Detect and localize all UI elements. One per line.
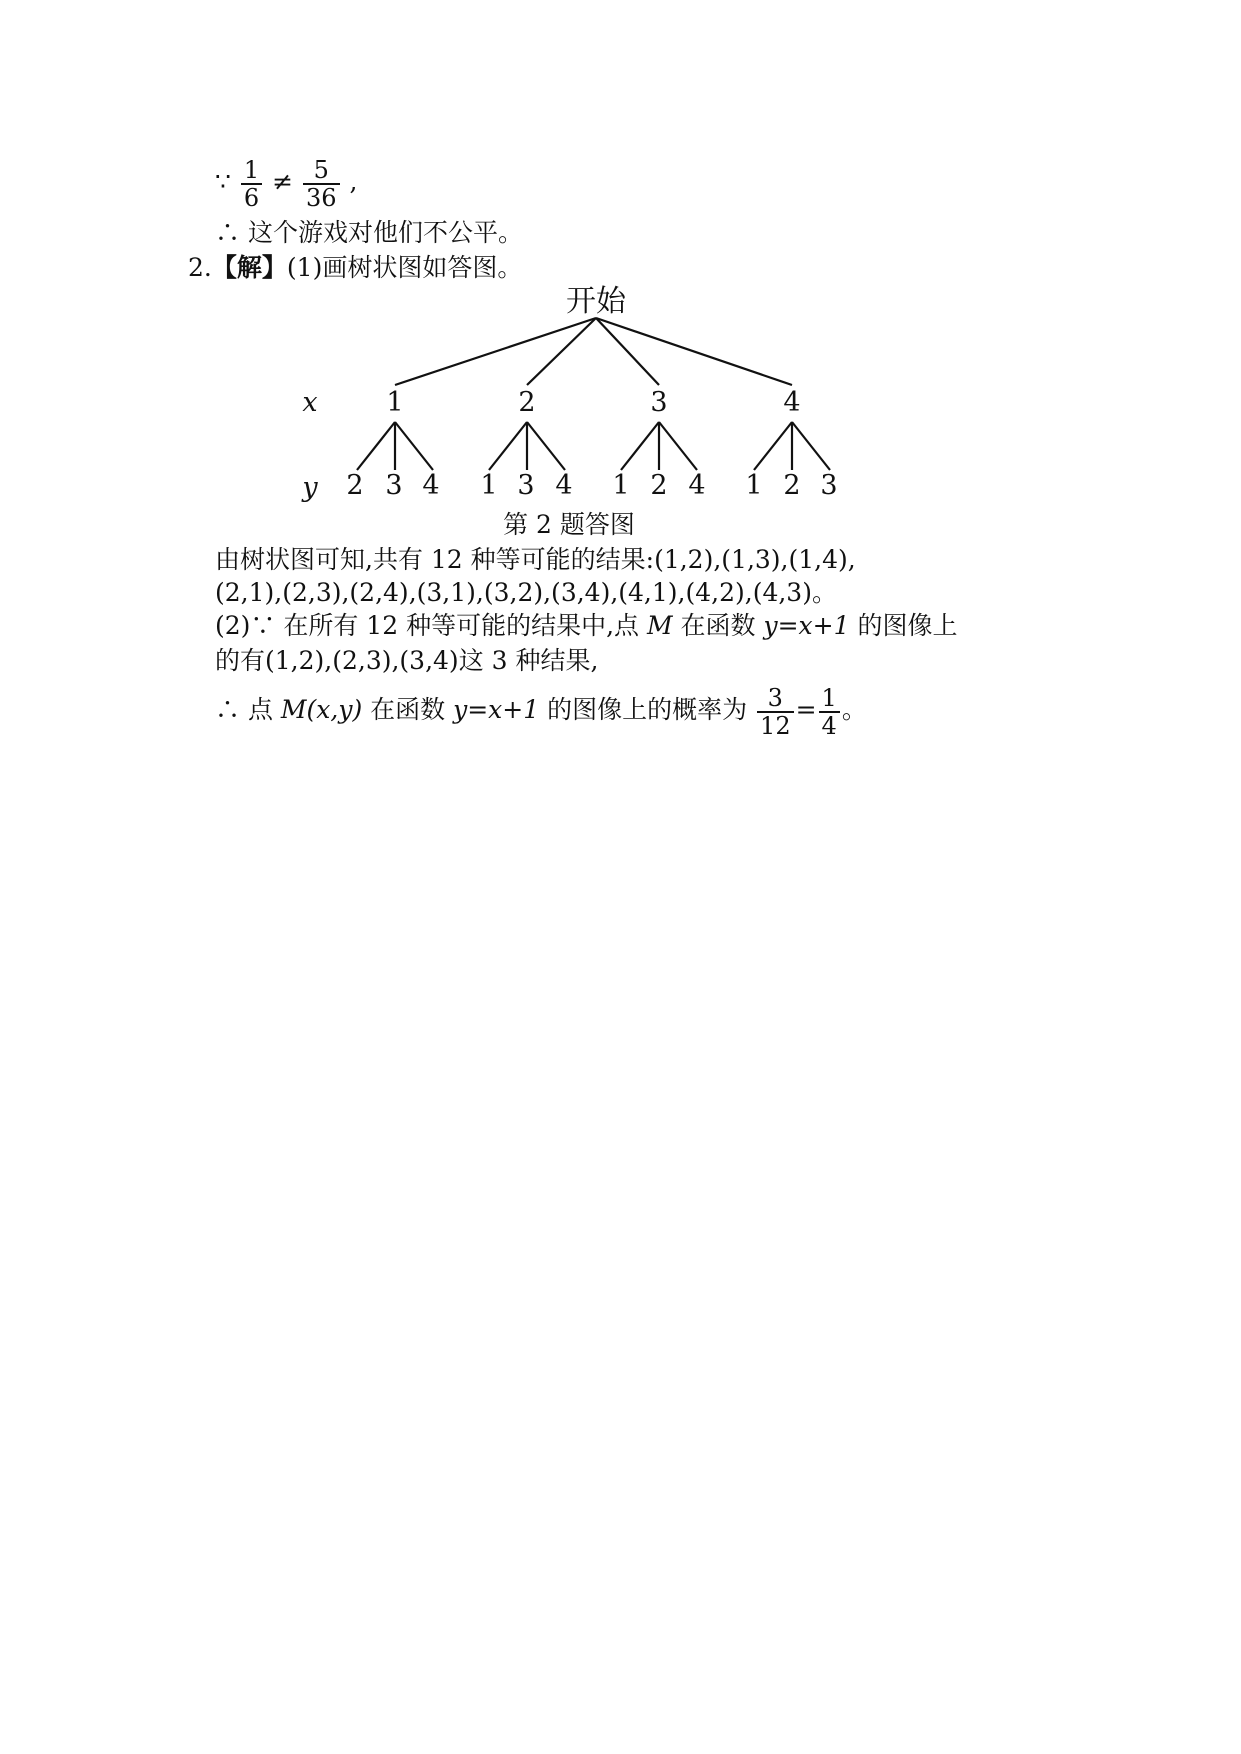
period: 。: [841, 695, 867, 724]
x-axis-label: x: [302, 387, 318, 418]
tree-branches: [357, 318, 830, 470]
branch-x1-y3: [395, 422, 433, 470]
branch-x3-y1: [621, 422, 659, 470]
part-2-text-c: 的图像上: [849, 611, 958, 640]
y-node-1-1: 2: [346, 470, 364, 501]
y-node-3-2: 2: [650, 470, 668, 501]
equals-symbol: =: [795, 695, 817, 724]
point-coords: (x,y): [306, 695, 363, 724]
branch-root-1: [395, 318, 596, 385]
y-node-3-1: 1: [612, 470, 630, 501]
prob-text-c: 的图像上的概率为: [539, 695, 748, 724]
function-expr: y=x+1: [453, 695, 540, 724]
fraction-numerator: 1: [819, 685, 840, 713]
fraction-three-twelfths: [757, 685, 794, 739]
function-expr: y=x+1: [763, 611, 850, 640]
bracket-open: 【: [211, 253, 237, 282]
x-node-4: 4: [783, 387, 801, 418]
branch-x3-y3: [659, 422, 697, 470]
conclusion-text: 这个游戏对他们不公平。: [247, 218, 523, 247]
part-2-line: [215, 608, 957, 644]
y-node-3-3: 4: [688, 470, 706, 501]
tree-root-label: 开始: [566, 284, 626, 319]
branch-x4-y3: [792, 422, 830, 470]
part-2-line-2: 的有(1,2),(2,3),(3,4)这 3 种结果,: [215, 646, 599, 675]
prob-text-b: 在函数: [362, 695, 454, 724]
branch-root-4: [596, 318, 792, 385]
branch-x2-y3: [527, 422, 565, 470]
point-m: M: [280, 695, 307, 724]
result-line-2: (2,1),(2,3),(2,4),(3,1),(3,2),(3,4),(4,1),(4,2),(4,3)。: [215, 578, 837, 607]
result-line-1: 由树状图可知,共有 12 种等可能的结果:(1,2),(1,3),(1,4),: [215, 545, 856, 574]
not-equal-symbol: ≠: [272, 167, 294, 196]
y-node-2-3: 4: [555, 470, 573, 501]
solution-tag: 解: [236, 253, 262, 282]
fraction-denominator: 12: [760, 711, 791, 740]
y-node-4-2: 2: [783, 470, 801, 501]
part-2-text-b: 在函数: [672, 611, 764, 640]
branch-root-2: [527, 318, 596, 385]
fraction-numerator: 3: [757, 685, 794, 713]
fraction-numerator: 1: [241, 157, 262, 185]
x-node-3: 3: [650, 387, 668, 418]
figure-caption: 第 2 题答图: [503, 510, 635, 539]
therefore-symbol: ∴: [215, 218, 241, 247]
y-axis-label: y: [302, 472, 318, 503]
comma: ,: [349, 167, 358, 196]
question-number: 2.: [188, 253, 212, 282]
x-node-2: 2: [518, 387, 536, 418]
because-symbol: ∵: [215, 167, 231, 196]
y-node-4-1: 1: [745, 470, 763, 501]
fraction-denominator: 4: [821, 711, 837, 740]
part-2-text-a: (2)∵ 在所有 12 种等可能的结果中,点: [215, 611, 647, 640]
fraction-numerator: 5: [303, 157, 340, 185]
fraction-denominator: 6: [243, 183, 260, 212]
branch-x1-y1: [357, 422, 395, 470]
point-m: M: [646, 611, 673, 640]
y-node-2-2: 3: [517, 470, 535, 501]
x-node-1: 1: [386, 387, 404, 418]
y-node-1-2: 3: [385, 470, 403, 501]
bracket-close: 】: [261, 253, 287, 282]
y-node-2-1: 1: [480, 470, 498, 501]
part-1-text: (1)画树状图如答图。: [286, 253, 523, 282]
prob-text-a: ∴ 点: [215, 695, 281, 724]
y-node-1-3: 4: [422, 470, 440, 501]
fraction-denominator: 36: [306, 183, 337, 212]
y-node-4-3: 3: [820, 470, 838, 501]
fraction-one-fourth: [819, 685, 840, 739]
branch-x2-y1: [489, 422, 527, 470]
probability-line: [215, 678, 867, 742]
branch-x4-y1: [754, 422, 792, 470]
